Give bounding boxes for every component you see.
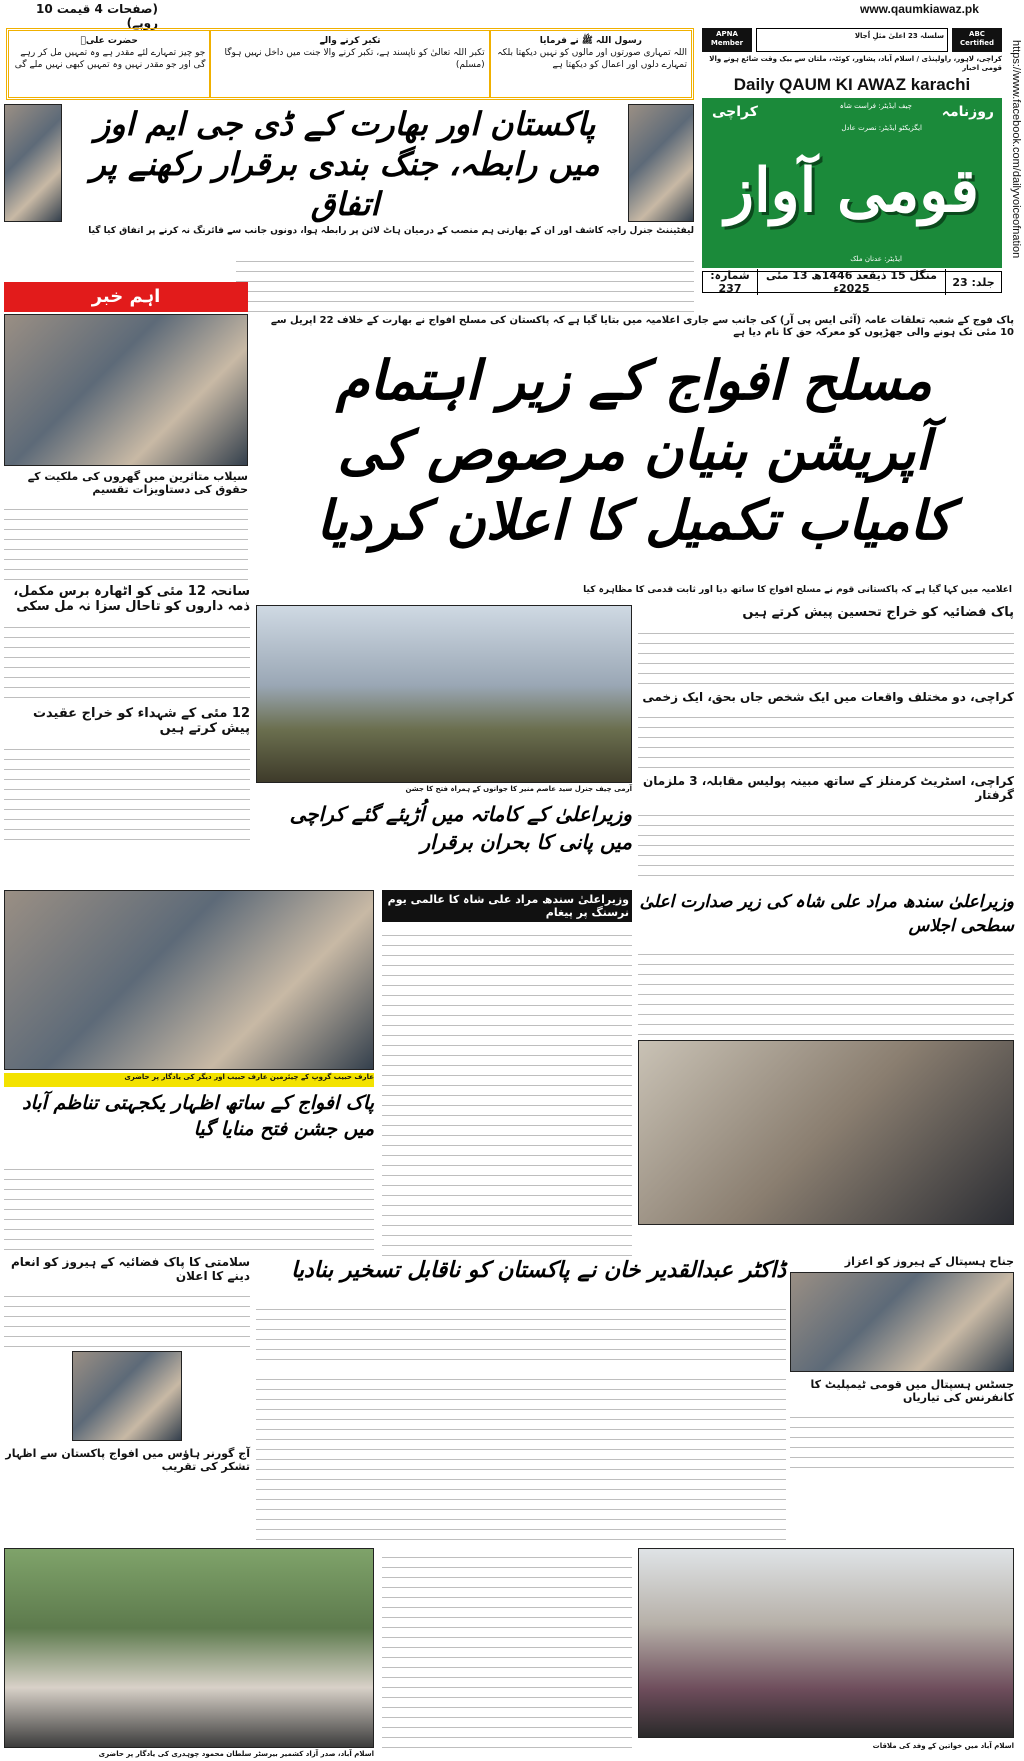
series-badge: سلسلہ 23 اعلیٰ مثلِ اُجالا	[756, 28, 948, 52]
right-headline-1[interactable]: پاک فضائیہ کو خراج تحسین پیش کرتے ہیں	[742, 605, 1014, 620]
middle-lower-body	[256, 1370, 786, 1540]
right-body-7	[790, 1408, 1014, 1468]
left-headline-3[interactable]: سلامتی کا پاک فضائیہ کے ہیروز کو انعام دینے کا اعلان	[11, 1255, 250, 1283]
lead-intro: اعلامیہ میں کہا گیا ہے کہ پاکستانی قوم نے مسلح افواج کا ساتھ دیا اور ثابت قدمی کا مظاہرہ کیا	[583, 585, 1012, 595]
scholar-photo	[72, 1351, 182, 1441]
issue-number: شمارہ: 237	[703, 269, 758, 295]
left-body-1	[4, 618, 250, 698]
mausoleum-photo	[4, 1548, 374, 1748]
right-lower-column	[790, 1255, 1014, 1535]
quote-title: حضرت علیؓ	[80, 36, 138, 46]
general-photo	[628, 104, 694, 222]
official-portrait	[790, 1272, 1014, 1372]
nazimabad-headline[interactable]: پاک افواج کے ساتھ اظہار یکجہتی تناظم آباد میں جشن فتح منایا گیا	[22, 1092, 374, 1140]
nazimabad-body	[4, 1160, 374, 1250]
left-headline-1[interactable]: سانحہ 12 مئی کو اٹھارہ برس مکمل، ذمہ داروں کو تاحال سزا نہ مل سکی	[13, 584, 250, 614]
price-note: (صفحات 4 قیمت 10 روپے)	[35, 2, 158, 30]
managing-editor: ایڈیٹر: عدنان ملک	[850, 255, 902, 263]
right-body-1	[638, 624, 1014, 684]
arif-habib-photo	[4, 890, 374, 1070]
arif-habib-caption: عارف حبیب گروپ کے چیئرمین عارف حبیب اور دیگر کی یادگار پر حاضری	[4, 1073, 374, 1087]
aham-khabar-label: اہم خبر	[4, 282, 248, 312]
quote-title: رسول اللہ ﷺ نے فرمایا	[539, 36, 642, 46]
water-crisis-headline[interactable]: وزیراعلیٰ کے کاماتہ میں اُڑیئے گئے کراچی میں پانی کا بحران برقرار	[289, 802, 632, 854]
cities-line: کراچی، لاہور، راولپنڈی / اسلام آباد، پشاور، کوئٹہ، ملتان سے بیک وقت شائع ہونے والا قومی اخبار	[709, 55, 1002, 72]
facebook-url[interactable]: https://www.facebook.com/dailyvoiceofnation	[1010, 40, 1022, 259]
editor-line: ایگزیکٹو ایڈیٹر: نصرت عادل	[841, 124, 922, 132]
chief-editor: چیف ایڈیٹر: فراست شاہ	[839, 102, 912, 110]
delegation-photo	[638, 1548, 1014, 1738]
nursing-headline[interactable]: وزیراعلیٰ سندھ مراد علی شاہ کا عالمی یوم نرسنگ پر پیغام	[382, 890, 632, 922]
top-story-summary: لیفٹیننٹ جنرل راجہ کاشف اور ان کے بھارتی ہم منصب کے درمیان ہاٹ لائن پر رابطہ ہوا، دونوں جانب سے فائرنگ نہ کرنے پر اتفاق کیا گیا	[88, 226, 694, 236]
nursing-body	[382, 926, 632, 1256]
aham-khabar-body	[4, 500, 248, 580]
portrait-photo	[4, 104, 62, 222]
cm-meeting-headline[interactable]: وزیراعلیٰ سندھ مراد علی شاہ کی زیر صدارت اعلیٰ سطحی اجلاس	[639, 892, 1014, 936]
right-body-3	[638, 806, 1014, 876]
left-column	[4, 584, 250, 884]
quote-box	[211, 31, 490, 97]
english-name: Daily QAUM KI AWAZ karachi	[733, 75, 971, 94]
right-headline-2[interactable]: کراچی، دو مختلف واقعات میں ایک شخص جاں بحق، ایک زخمی	[642, 690, 1014, 704]
top-story-body	[236, 252, 694, 312]
apna-badge: APNA Member	[702, 28, 752, 52]
right-body-2	[638, 708, 1014, 768]
masthead	[702, 28, 1002, 328]
quote-text: اللہ تمہاری صورتوں اور مالوں کو نہیں دیکھتا بلکہ تمہارے دلوں اور اعمال کو دیکھتا ہے	[497, 48, 688, 70]
top-story-headline[interactable]: پاکستان اور بھارت کے ڈی جی ایم اوز میں رابطہ، جنگ بندی برقرار رکھنے پر اتفاق	[90, 105, 600, 223]
lead-headline[interactable]: مسلح افواج کے زیر اہتمام آپریشن بنیان مرصوص کی کامیاب تکمیل کا اعلان کردیا	[316, 348, 952, 552]
aham-khabar-photo	[4, 314, 248, 466]
roznama-label: روزنامہ	[941, 104, 994, 120]
left-headline-4[interactable]: آج گورنر ہاؤس میں افواج پاکستان سے اظہار تشکر کی تقریب	[5, 1447, 250, 1473]
cm-meeting-body	[638, 945, 1014, 1035]
right-headline-3[interactable]: کراچی، اسٹریٹ کرمنلز کے ساتھ مبینہ پولیس مقابلہ، 3 ملزمان گرفتار	[643, 774, 1014, 802]
date-line: منگل 15 ذیقعد 1446ھ 13 مئی 2025ء	[758, 269, 946, 295]
right-headline-6[interactable]: جناح ہسپتال کے ہیروز کو اعزاز	[844, 1255, 1014, 1268]
quote-box	[491, 31, 691, 97]
nursing-column	[382, 890, 632, 1250]
left-headline-2[interactable]: 12 مئی کے شہداء کو خراج عقیدت پیش کرتے ہیں	[32, 706, 250, 736]
aq-khan-headline[interactable]: ڈاکٹر عبدالقدیر خان نے پاکستان کو ناقابل تسخیر بنادیا	[291, 1257, 786, 1283]
quotes-row	[6, 28, 694, 100]
army-chief-photo-caption: آرمی چیف جنرل سید عاصم منیر کا جوانوں کے ہمراہ فتح کا جشن	[405, 785, 632, 793]
quote-title: تکبر کرنے والے	[319, 36, 381, 46]
city-label: کراچی	[712, 104, 758, 120]
left-body-3	[4, 1287, 250, 1347]
cm-meeting-photo	[638, 1040, 1014, 1225]
right-headline-7[interactable]: جسٹس ہسپتال میں قومی ٹیمپلیٹ کا کانفرنس کی تیاریاں	[810, 1378, 1014, 1404]
abc-badge: ABC Certified	[952, 28, 1002, 52]
lead-strap: پاک فوج کے شعبہ تعلقات عامہ (آئی ایس پی آر) کی جانب سے جاری اعلامیہ میں بتایا گیا ہے کہ پاکستان کی مسلح افواج نے بھارت کے خلاف 22 اپریل سے 10 مئی تک ہونے والی جھڑپوں کو معرکہ حق کا نام دیا ہے	[270, 315, 1014, 338]
logo-panel	[702, 98, 1002, 268]
army-chief-photo	[256, 605, 632, 783]
delegation-caption: اسلام آباد میں خواتین کے وفد کی ملاقات	[872, 1742, 1014, 1750]
bottom-middle-body	[382, 1548, 632, 1748]
volume-number: جلد: 23	[952, 275, 995, 289]
left-body-2	[4, 740, 250, 840]
mausoleum-caption: اسلام آباد، صدر آزاد کشمیر بیرسٹر سلطان محمود چوہدری کی یادگار پر حاضری	[98, 1750, 374, 1758]
quote-box	[9, 31, 211, 97]
site-url[interactable]: www.qaumkiawaz.pk	[860, 2, 979, 16]
aham-khabar-caption: سیلاب متاثرین میں گھروں کی ملکیت کے حقوق کی دستاویزات تقسیم	[27, 470, 248, 496]
quote-text: جو چیز تمہارے لئے مقدر ہے وہ تمہیں مل کر رہے گی اور جو مقدر نہیں وہ تمہیں کبھی نہیں ملے گی	[14, 48, 206, 70]
right-column	[638, 605, 1014, 895]
urdu-title: قومی آواز	[724, 156, 979, 226]
quote-text: تکبر اللہ تعالیٰ کو ناپسند ہے، تکبر کرنے والا جنت میں داخل نہیں ہوگا (مسلم)	[224, 48, 485, 70]
aq-khan-body	[256, 1300, 786, 1360]
left-lower-column	[4, 1255, 250, 1525]
